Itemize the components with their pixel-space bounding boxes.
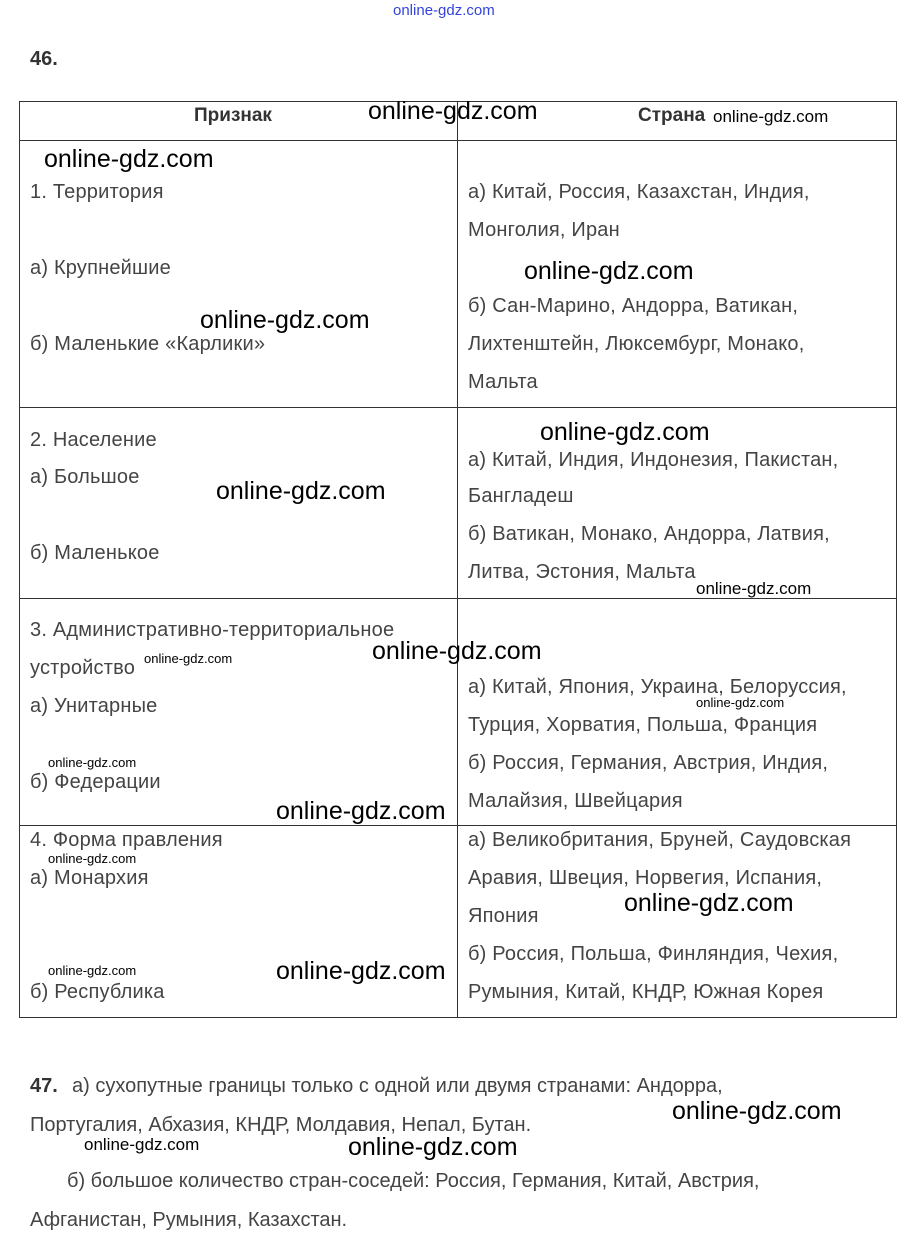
row4-right-line: Япония <box>468 905 539 927</box>
header-feature: Признак <box>194 105 272 126</box>
watermark: online-gdz.com <box>348 1133 518 1161</box>
watermark: online-gdz.com <box>48 963 137 978</box>
table-column-divider <box>457 101 458 1018</box>
watermark: online-gdz.com <box>624 889 794 917</box>
watermark: online-gdz.com <box>672 1097 842 1125</box>
task47-line: а) сухопутные границы только с одной или двумя странами: Андорра, <box>72 1075 723 1097</box>
row2-right-line: б) Ватикан, Монако, Андорра, Латвия, <box>468 523 830 545</box>
watermark: online-gdz.com <box>276 797 446 825</box>
row3-right-line: Малайзия, Швейцария <box>468 790 683 812</box>
row3-left-a: а) Унитарные <box>30 695 158 717</box>
row1-left-a: а) Крупнейшие <box>30 257 171 279</box>
watermark: online-gdz.com <box>524 257 694 285</box>
table-header-divider <box>19 140 897 141</box>
row4-right-line: а) Великобритания, Бруней, Саудовская <box>468 829 852 851</box>
row3-right-line: б) Россия, Германия, Австрия, Индия, <box>468 752 829 774</box>
row3-left-title-cont: устройство <box>30 657 136 679</box>
row4-right-line: Аравия, Швеция, Норвегия, Испания, <box>468 867 823 889</box>
row2-right-line: а) Китай, Индия, Индонезия, Пакистан, <box>468 449 839 471</box>
row2-right-line: Литва, Эстония, Мальта <box>468 561 696 583</box>
watermark-top: online-gdz.com <box>393 2 495 19</box>
watermark: online-gdz.com <box>48 755 137 770</box>
watermark: online-gdz.com <box>696 695 785 710</box>
table-border-left <box>19 101 20 1018</box>
row1-right-line: Монголия, Иран <box>468 219 620 241</box>
table-border-bottom <box>19 1017 897 1018</box>
row2-left-a: а) Большое <box>30 466 140 488</box>
table-row-divider <box>19 825 897 826</box>
row3-right-line: Турция, Хорватия, Польша, Франция <box>468 714 818 736</box>
row4-right-line: Румыния, Китай, КНДР, Южная Корея <box>468 981 824 1003</box>
watermark: online-gdz.com <box>216 477 386 505</box>
row3-left-b: б) Федерации <box>30 771 161 793</box>
header-country: Страна <box>638 105 706 126</box>
row2-left-b: б) Маленькое <box>30 542 160 564</box>
watermark: online-gdz.com <box>144 651 233 666</box>
row3-right-line: а) Китай, Япония, Украина, Белоруссия, <box>468 676 847 698</box>
row4-left-title: 4. Форма правления <box>30 829 223 851</box>
watermark: online-gdz.com <box>368 97 538 125</box>
row1-right-line: а) Китай, Россия, Казахстан, Индия, <box>468 181 810 203</box>
task47-line: б) большое количество стран-соседей: Россия, Германия, Китай, Австрия, <box>67 1170 760 1192</box>
row1-right-line: Мальта <box>468 371 538 393</box>
task-46-number: 46. <box>30 48 58 70</box>
task47-line: Афганистан, Румыния, Казахстан. <box>30 1209 348 1231</box>
row3-left-title: 3. Административно-территориальное <box>30 619 395 641</box>
task-47-number: 47. <box>30 1075 58 1097</box>
row1-left-title: 1. Территория <box>30 181 164 203</box>
row2-left-title: 2. Население <box>30 429 157 451</box>
watermark: online-gdz.com <box>540 418 710 446</box>
watermark: online-gdz.com <box>372 637 542 665</box>
watermark: online-gdz.com <box>48 851 137 866</box>
row1-right-line: Лихтенштейн, Люксембург, Монако, <box>468 333 805 355</box>
watermark: online-gdz.com <box>84 1135 200 1154</box>
table-border-right <box>896 101 897 1018</box>
row1-left-b: б) Маленькие «Карлики» <box>30 333 266 355</box>
row2-right-line: Бангладеш <box>468 485 574 507</box>
row1-right-line: б) Сан-Марино, Андорра, Ватикан, <box>468 295 799 317</box>
row4-left-a: а) Монархия <box>30 867 149 889</box>
watermark: online-gdz.com <box>713 107 829 126</box>
table-row-divider <box>19 407 897 408</box>
watermark: online-gdz.com <box>276 957 446 985</box>
watermark: online-gdz.com <box>44 145 214 173</box>
task47-line: Португалия, Абхазия, КНДР, Молдавия, Непал, Бутан. <box>30 1114 532 1136</box>
row4-left-b: б) Республика <box>30 981 165 1003</box>
watermark: online-gdz.com <box>696 579 812 598</box>
row4-right-line: б) Россия, Польша, Финляндия, Чехия, <box>468 943 839 965</box>
watermark: online-gdz.com <box>200 306 370 334</box>
